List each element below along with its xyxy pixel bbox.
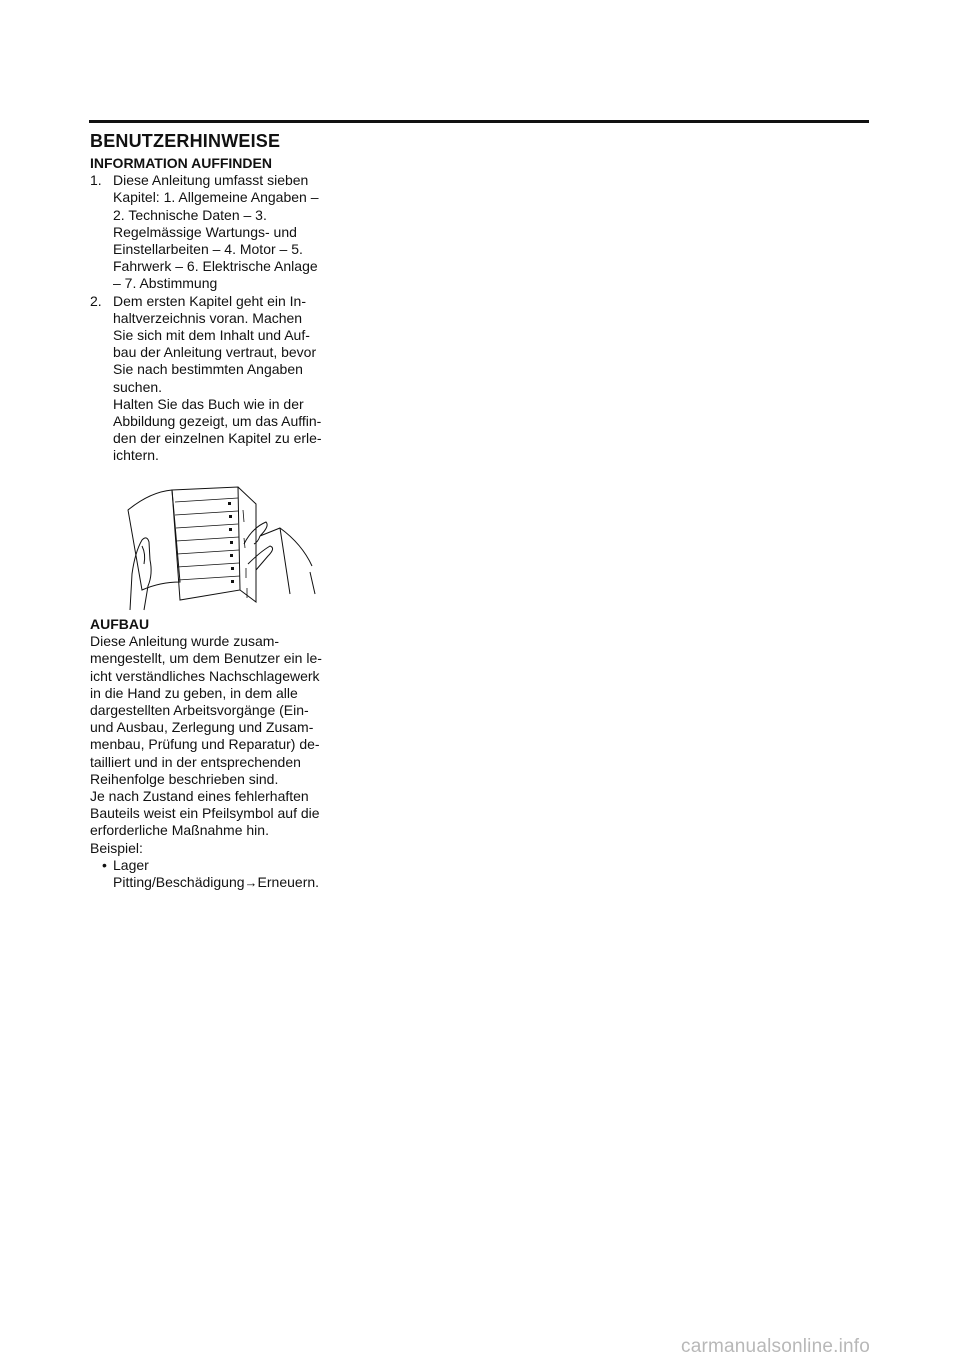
text-line: Reihenfolge beschrieben sind. bbox=[90, 770, 279, 787]
right-arrow-icon: → bbox=[244, 875, 258, 891]
list-item-2 bbox=[90, 293, 340, 465]
header-rule bbox=[89, 120, 869, 123]
text-line: tailliert und in der entsprechenden bbox=[90, 753, 301, 770]
list-item-1 bbox=[90, 172, 340, 292]
text-line: in die Hand zu geben, in dem alle bbox=[90, 684, 298, 701]
text-line: suchen. bbox=[113, 378, 163, 395]
text-line: ichtern. bbox=[113, 447, 159, 464]
page-heading: BENUTZERHINWEISE bbox=[90, 131, 281, 151]
text-line: Diese Anleitung umfasst sieben bbox=[113, 172, 309, 189]
example-line bbox=[113, 874, 340, 891]
text-line: Einstellarbeiten – 4. Motor – 5. bbox=[113, 241, 303, 258]
text-line: Dem ersten Kapitel geht ein In- bbox=[113, 292, 306, 309]
text-line: icht verständliches Nachschlagewerk bbox=[90, 667, 320, 684]
example-bullet bbox=[90, 857, 340, 891]
section-aufbau bbox=[90, 616, 340, 891]
text-line: Bauteils weist ein Pfeilsymbol auf die bbox=[90, 805, 320, 822]
section-title: INFORMATION AUFFINDEN bbox=[90, 155, 272, 171]
text-line: Regelmässige Wartungs- und bbox=[113, 223, 297, 240]
text-line: – 7. Abstimmung bbox=[113, 275, 218, 292]
text-line: Diese Anleitung wurde zusam- bbox=[90, 633, 280, 650]
bullet-icon: • bbox=[102, 856, 107, 873]
text-line: Sie sich mit dem Inhalt und Auf- bbox=[113, 327, 310, 344]
text-line: Sie nach bestimmten Angaben bbox=[113, 361, 303, 378]
text-line: und Ausbau, Zerlegung und Zusam- bbox=[90, 719, 314, 736]
example-cause: Pitting/Beschädigung bbox=[113, 874, 245, 891]
bullet-label: Lager bbox=[113, 856, 149, 873]
text-line: Halten Sie das Buch wie in der bbox=[113, 395, 304, 412]
text-line: Kapitel: 1. Allgemeine Angaben – bbox=[113, 189, 319, 206]
text-line: Beispiel: bbox=[90, 839, 143, 856]
text-line: Fahrwerk – 6. Elektrische Anlage bbox=[113, 258, 318, 275]
text-line: dargestellten Arbeitsvorgänge (Ein- bbox=[90, 702, 309, 719]
section-title: AUFBAU bbox=[90, 616, 150, 632]
text-line: mengestellt, um dem Benutzer ein le- bbox=[90, 650, 322, 667]
text-line: 2. Technische Daten – 3. bbox=[113, 206, 267, 223]
text-line: menbau, Prüfung und Reparatur) de- bbox=[90, 736, 320, 753]
hands-holding-manual-illustration bbox=[120, 482, 320, 612]
list-number: 1. bbox=[90, 172, 102, 189]
text-line: erforderliche Maßnahme hin. bbox=[90, 822, 269, 839]
example-action: Erneuern. bbox=[257, 874, 320, 891]
text-line: haltverzeichnis voran. Machen bbox=[113, 309, 303, 326]
text-line: den der einzelnen Kapitel zu erle- bbox=[113, 430, 322, 447]
section-information-auffinden bbox=[90, 155, 340, 465]
watermark: carmanualsonline.info bbox=[681, 1336, 871, 1357]
list-number: 2. bbox=[90, 292, 102, 309]
text-line: Je nach Zustand eines fehlerhaften bbox=[90, 788, 309, 805]
text-line: bau der Anleitung vertraut, bevor bbox=[113, 344, 317, 361]
text-line: Abbildung gezeigt, um das Auffin- bbox=[113, 413, 322, 430]
